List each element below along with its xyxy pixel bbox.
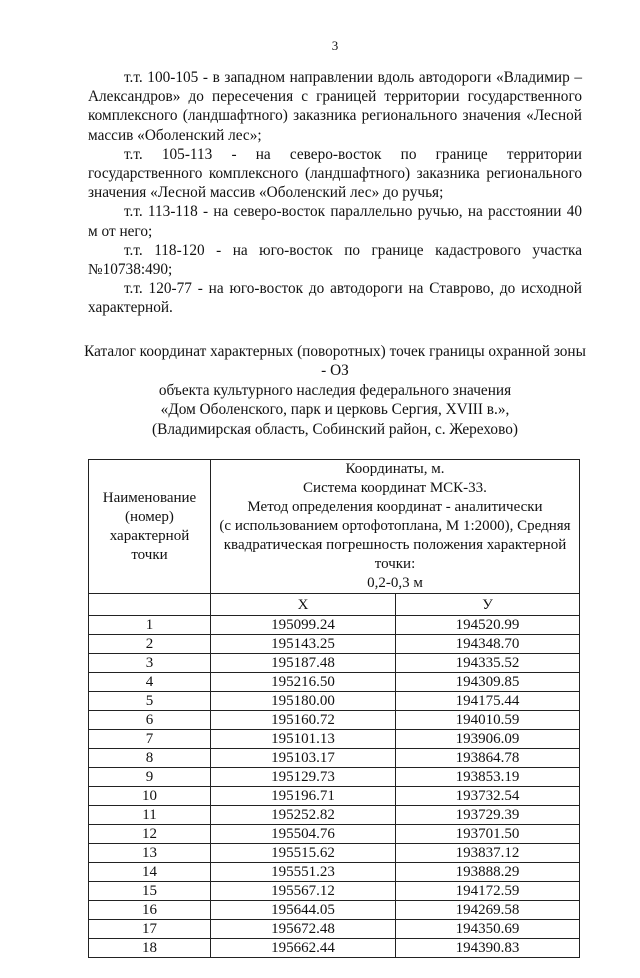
y-coordinate: 193732.54: [396, 787, 580, 806]
point-number: 12: [89, 825, 211, 844]
x-coordinate: 195672.48: [211, 920, 396, 939]
table-row: [89, 882, 580, 901]
point-number: 13: [89, 844, 211, 863]
table-row: [89, 863, 580, 882]
table-row: [89, 939, 580, 958]
x-coordinate: 195515.62: [211, 844, 396, 863]
point-number: 17: [89, 920, 211, 939]
x-coordinate: 195196.71: [211, 787, 396, 806]
table-row: [89, 673, 580, 692]
x-coordinate: 195101.13: [211, 730, 396, 749]
table-row: [89, 768, 580, 787]
y-coordinate: 194348.70: [396, 635, 580, 654]
paragraph: т.т. 100-105 - в западном направлении вдоль автодороги «Владимир – Александров» до пересечения с границей территории государственного комплексного (ландшафтного) заказника регионального значения «Лесной массив «Оболенский лес»;: [88, 69, 582, 144]
x-coordinate: 195187.48: [211, 654, 396, 673]
point-number: 3: [89, 654, 211, 673]
y-coordinate: 194350.69: [396, 920, 580, 939]
point-number: 18: [89, 939, 211, 958]
page-number: 3: [331, 38, 339, 53]
y-coordinate: 194309.85: [396, 673, 580, 692]
y-coordinate: 193888.29: [396, 863, 580, 882]
point-number: 16: [89, 901, 211, 920]
y-coordinate: 193853.19: [396, 768, 580, 787]
y-coordinate: 194175.44: [396, 692, 580, 711]
y-coordinate: 193864.78: [396, 749, 580, 768]
x-coordinate: 195099.24: [211, 616, 396, 635]
paragraph: т.т. 120-77 - на юго-восток до автодороги на Ставрово, до исходной характерной.: [88, 280, 582, 317]
table-row: [89, 616, 580, 635]
y-coordinate: 194390.83: [396, 939, 580, 958]
x-coordinate: 195129.73: [211, 768, 396, 787]
y-coordinate: 194520.99: [396, 616, 580, 635]
x-coordinate: 195252.82: [211, 806, 396, 825]
header-line: характерной точки: [109, 527, 190, 563]
header-line: (с использованием ортофотоплана, М 1:2000), Средняя: [219, 518, 571, 535]
table-row: [89, 692, 580, 711]
table-row: [89, 825, 580, 844]
point-number: 9: [89, 768, 211, 787]
x-coordinate: 195103.17: [211, 749, 396, 768]
catalog-title: [80, 342, 590, 440]
x-coordinate: 195551.23: [211, 863, 396, 882]
empty-cell: [89, 594, 211, 616]
header-line: Метод определения координат - аналитически: [247, 499, 543, 516]
col-y-header: У: [396, 594, 580, 616]
x-coordinate: 195160.72: [211, 711, 396, 730]
header-line: Координаты, м.: [345, 461, 445, 478]
point-number: 8: [89, 749, 211, 768]
x-coordinate: 195567.12: [211, 882, 396, 901]
y-coordinate: 194269.58: [396, 901, 580, 920]
table-row: [89, 730, 580, 749]
title-line: (Владимирская область, Собинский район, с. Жерехово): [152, 420, 518, 438]
y-coordinate: 194010.59: [396, 711, 580, 730]
x-coordinate: 195143.25: [211, 635, 396, 654]
coordinates-table: [88, 459, 580, 958]
table-row: [89, 635, 580, 654]
title-line: объекта культурного наследия федерального значения: [158, 381, 512, 399]
table-row: [89, 806, 580, 825]
point-number: 11: [89, 806, 211, 825]
title-line: «Дом Оболенского, парк и церковь Сергия, XVIII в.»,: [160, 401, 510, 419]
x-coordinate: 195662.44: [211, 939, 396, 958]
header-line: Система координат МСК-33.: [303, 480, 487, 497]
col-x-header: X: [211, 594, 396, 616]
header-line: квадратическая погрешность положения характерной точки:: [223, 537, 567, 573]
y-coordinate: 194172.59: [396, 882, 580, 901]
header-line: (номер): [125, 508, 174, 525]
table-row: [89, 711, 580, 730]
table-row: [89, 749, 580, 768]
x-coordinate: 195644.05: [211, 901, 396, 920]
point-number: 4: [89, 673, 211, 692]
y-coordinate: 193837.12: [396, 844, 580, 863]
paragraph: т.т. 118-120 - на юго-восток по границе кадастрового участка №10738:490;: [88, 241, 582, 279]
table-row: [89, 901, 580, 920]
x-coordinate: 195180.00: [211, 692, 396, 711]
point-number: 15: [89, 882, 211, 901]
point-number: 1: [89, 616, 211, 635]
table-row: [89, 787, 580, 806]
point-number: 10: [89, 787, 211, 806]
paragraph: т.т. 113-118 - на северо-восток параллельно ручью, на расстоянии 40 м от него;: [88, 203, 582, 240]
description-text: [88, 68, 582, 318]
y-coordinate: 194335.52: [396, 654, 580, 673]
point-number: 14: [89, 863, 211, 882]
y-coordinate: 193906.09: [396, 730, 580, 749]
title-line: Каталог координат характерных (поворотных) точек границы охранной зоны - ОЗ: [84, 342, 586, 380]
header-point-name: [89, 460, 211, 594]
x-coordinate: 195216.50: [211, 673, 396, 692]
x-coordinate: 195504.76: [211, 825, 396, 844]
paragraph: т.т. 105-113 - на северо-восток по границе территории государственного комплексного (ландшафтного) заказника регионального значения «Лесной массив «Оболенский лес» до ручья;: [88, 145, 582, 202]
point-number: 7: [89, 730, 211, 749]
table-row: [89, 844, 580, 863]
point-number: 6: [89, 711, 211, 730]
table-row: [89, 654, 580, 673]
y-coordinate: 193701.50: [396, 825, 580, 844]
point-number: 2: [89, 635, 211, 654]
point-number: 5: [89, 692, 211, 711]
header-line: Наименование: [102, 489, 197, 506]
header-line: 0,2-0,3 м: [367, 575, 423, 592]
table-row: [89, 920, 580, 939]
table-subheader-row: [89, 594, 580, 616]
header-coordinates: [211, 460, 580, 594]
table-header-row: [89, 460, 580, 594]
y-coordinate: 193729.39: [396, 806, 580, 825]
